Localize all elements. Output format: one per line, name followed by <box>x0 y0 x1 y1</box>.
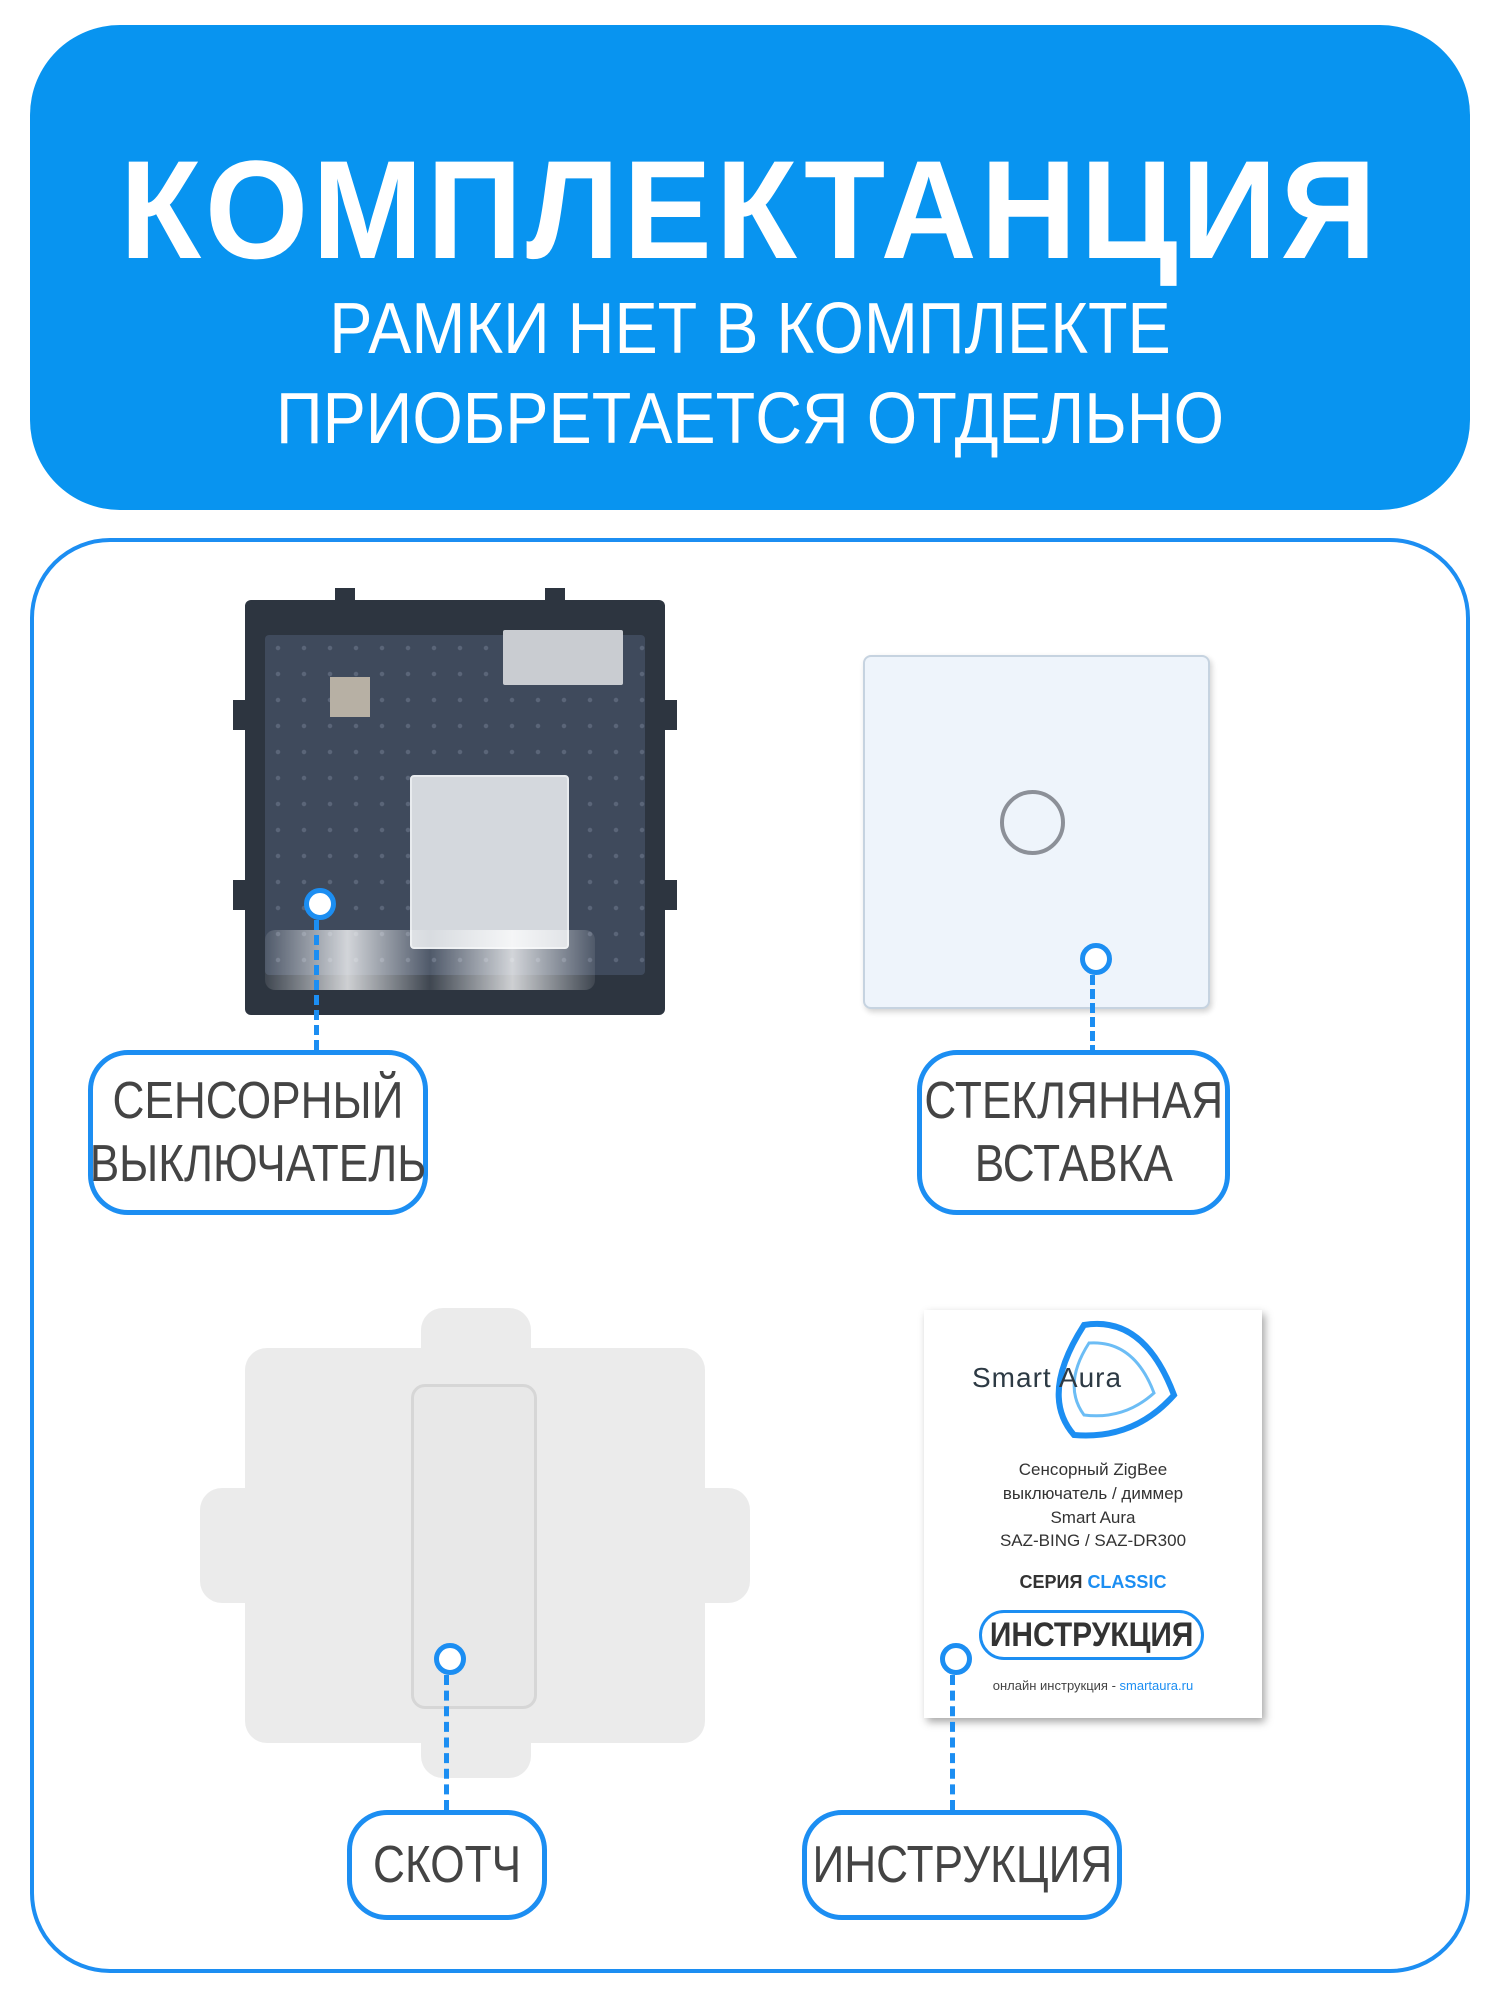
tape-label: СКОТЧ <box>347 1810 547 1920</box>
page-title: КОМПЛЕКТАНЦИЯ <box>119 131 1381 288</box>
switch-connector-line <box>314 920 319 1050</box>
series-line: СЕРИЯ CLASSIC <box>1019 1572 1167 1592</box>
product-description: Сенсорный ZigBee выключатель / диммер Smart Aura SAZ-BING / SAZ-DR300 <box>999 1460 1187 1551</box>
switch-marker-dot <box>304 888 336 920</box>
manual-label: ИНСТРУКЦИЯ <box>802 1810 1122 1920</box>
tape-image <box>245 1308 705 1778</box>
subtitle-line-2: ПРИОБРЕТАЕТСЯ ОТДЕЛЬНО <box>275 379 1224 459</box>
touch-button-icon <box>1000 790 1065 855</box>
tape-connector-line <box>444 1675 449 1810</box>
online-instruction-link: онлайн инструкция - smartaura.ru <box>992 1678 1194 1693</box>
booklet-title: ИНСТРУКЦИЯ <box>979 1610 1204 1660</box>
glass-insert-label: СТЕКЛЯННАЯ ВСТАВКА <box>917 1050 1230 1215</box>
header-banner <box>30 25 1470 510</box>
glass-connector-line <box>1090 975 1095 1055</box>
brand-name: Smart Aura <box>972 1362 1123 1393</box>
glass-marker-dot <box>1080 943 1112 975</box>
switch-label: СЕНСОРНЫЙ ВЫКЛЮЧАТЕЛЬ <box>88 1050 428 1215</box>
subtitle-line-1: РАМКИ НЕТ В КОМПЛЕКТЕ <box>329 289 1171 369</box>
manual-marker-dot <box>940 1643 972 1675</box>
switch-module-image <box>245 600 665 1015</box>
tape-marker-dot <box>434 1643 466 1675</box>
manual-connector-line <box>950 1675 955 1810</box>
instruction-booklet-image <box>924 1310 1262 1718</box>
glass-insert-image <box>863 655 1210 1009</box>
